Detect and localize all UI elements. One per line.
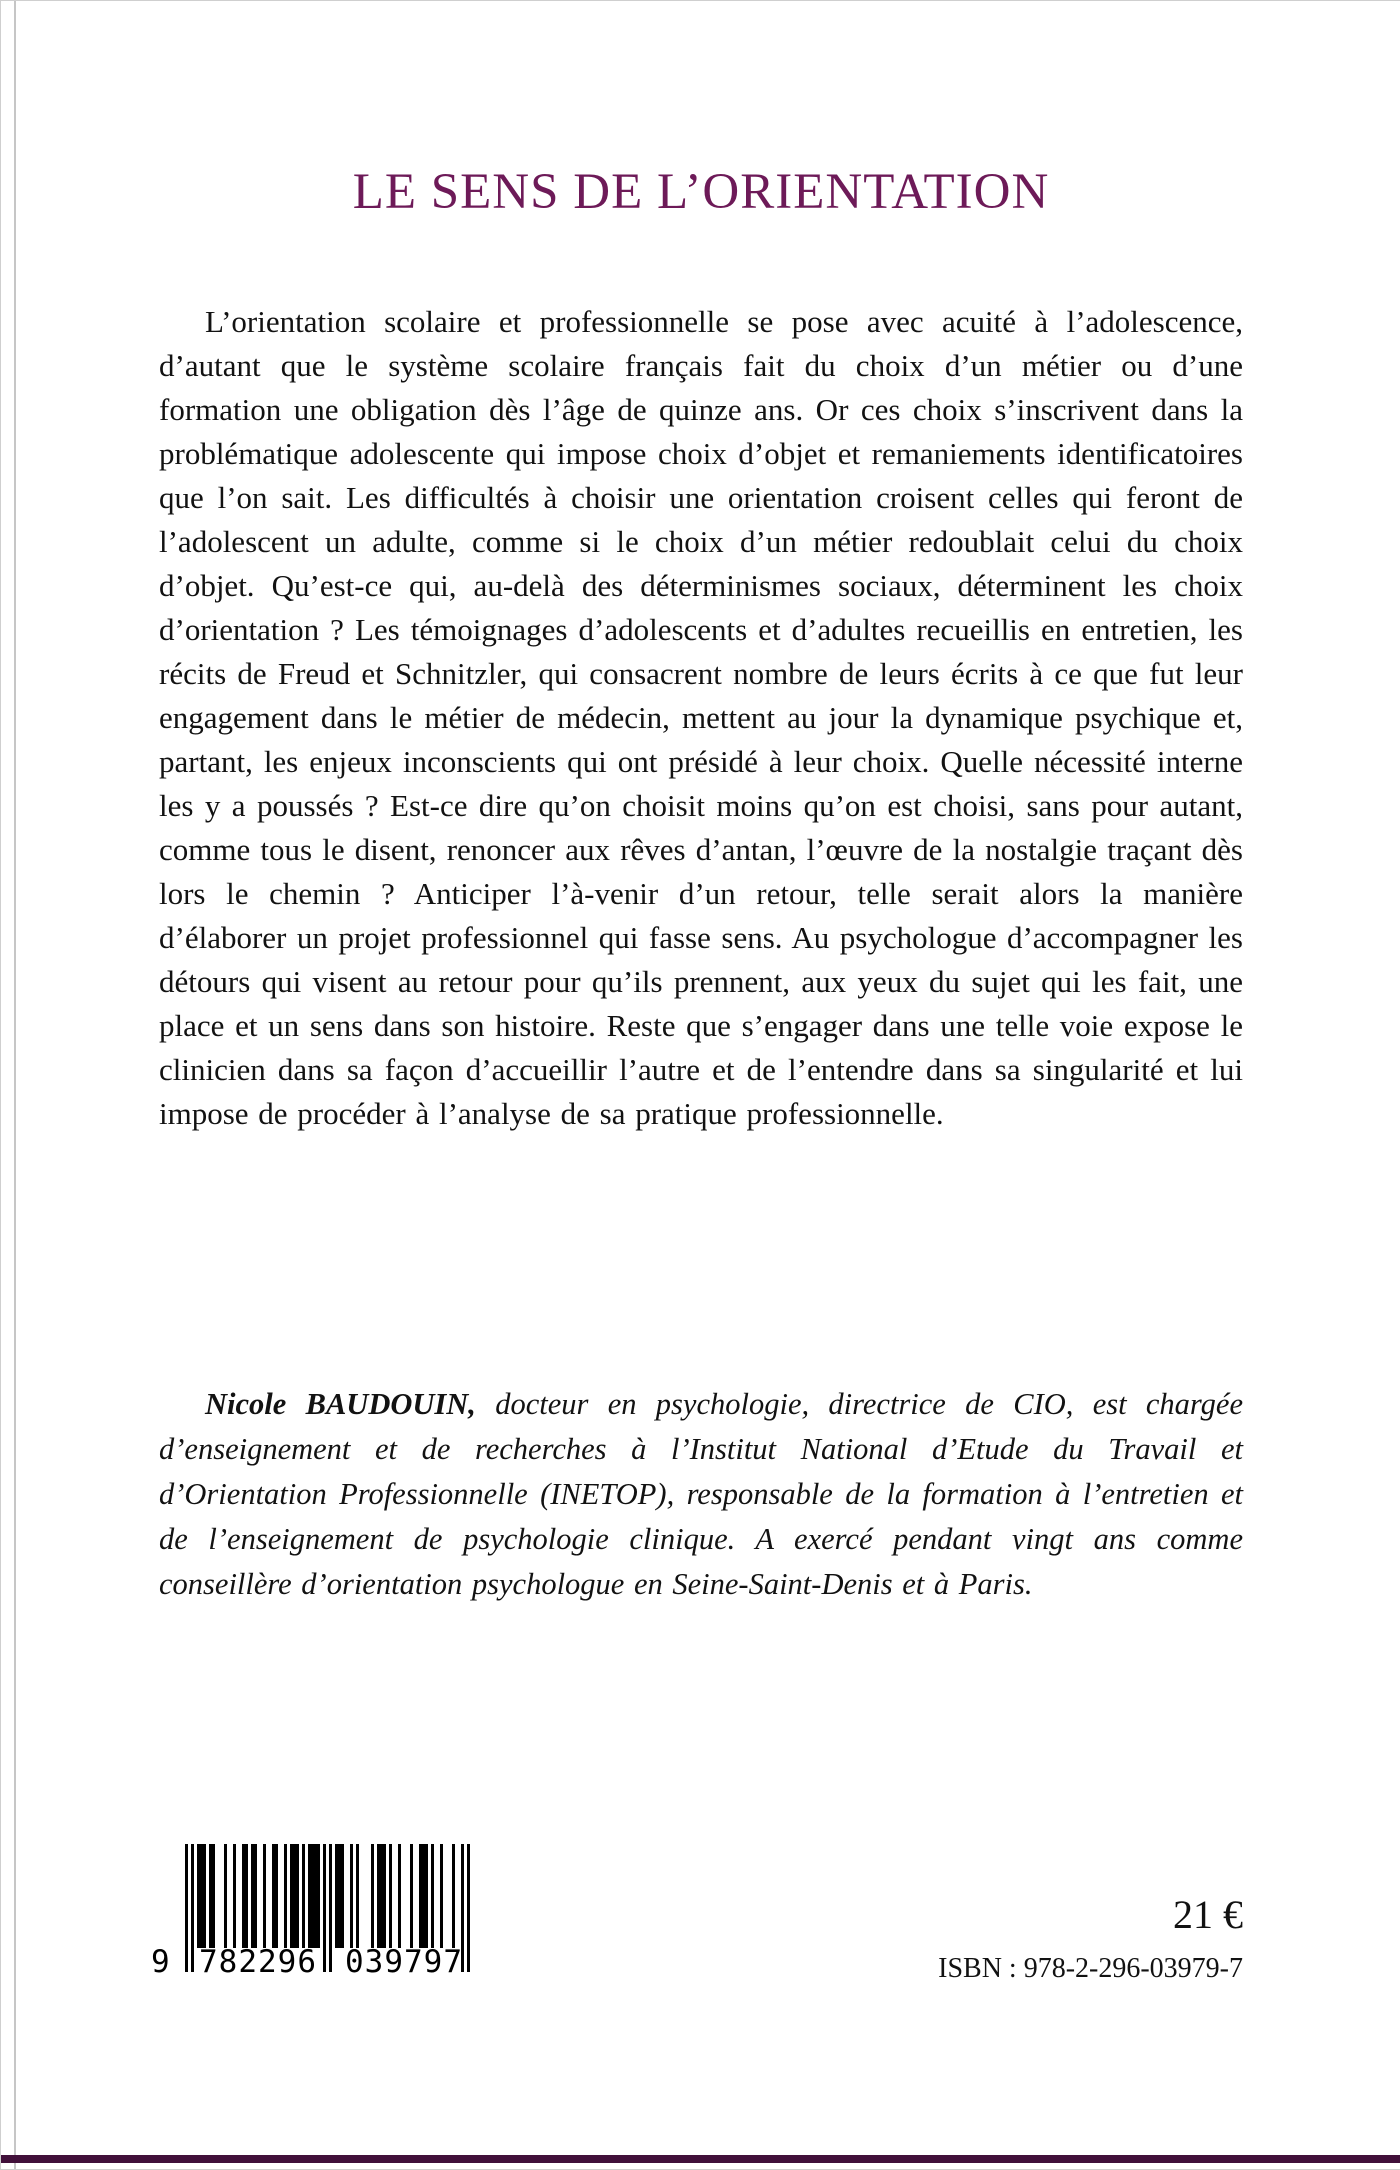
barcode-digits-right: 039797 [345,1944,463,1980]
author-bio [159,1382,1243,1607]
synopsis-text: L’orientation scolaire et professionnelle se pose avec acuité à l’adolescence, d’autant que le système scolaire français fait du choix d’un métier ou d’une formation une obligation dès l’âge de quinze ans. Or ces choix s’inscrivent dans la problématique adolescente qui impose choix d’objet et remaniements identificatoires que l’on sait. Les difficultés à choisir une orientation croisent celles qui feront de l’adolescent un adulte, comme si le choix d’un métier redoublait celui du choix d’objet. Qu’est-ce qui, au-delà des déterminismes sociaux, déterminent les choix d’orientation ? Les témoignages d’adolescents et d’adultes recueillis en entretien, les récits de Freud et Schnitzler, qui consacrent nombre de leurs écrits à ce que fut leur engagement dans le métier de médecin, mettent au jour la dynamique psychique et, partant, les enjeux inconscients qui ont présidé à leur choix. Quelle nécessité interne les y a poussés ? Est-ce dire qu’on choisit moins qu’on est choisi, sans pour autant, comme tous le disent, renoncer aux rêves d’antan, l’œuvre de la nostalgie traçant dès lors le chemin ? Anticiper l’à-venir d’un retour, telle serait alors la manière d’élaborer un projet professionnel qui fasse sens. Au psychologue d’accompagner les détours qui visent au retour pour qu’ils prennent, aux yeux du sujet qui les fait, une place et un sens dans son histoire. Reste que s’engager dans une telle voie expose le clinicien dans sa façon d’accueillir l’autre et de l’entendre dans sa singularité et lui impose de procéder à l’analyse de sa pratique professionnelle. [159,304,1243,1131]
page-edge-bottom [1,2155,1400,2163]
author-bio-text: docteur en psychologie, directrice de CIO, est chargée d’enseignement et de recherches à l’Institut National d’Etude du Travail et d’Orientation Professionnelle (INETOP), responsable de la formation à l’entretien et de l’enseignement de psychologie clinique. A exercé pendant vingt ans comme conseillère d’orientation psychologue en Seine-Saint-Denis et à Paris. [159,1386,1243,1601]
price: 21 € [1173,1892,1243,1937]
book-title: LE SENS DE L’ORIENTATION [352,164,1050,221]
isbn: ISBN : 978-2-296-03979-7 [938,1953,1243,1984]
author-name: Nicole BAUDOUIN, [205,1386,476,1421]
barcode-digit-first: 9 [151,1944,170,1980]
barcode-digits-left: 782296 [199,1944,317,1980]
page-edge-left [14,1,16,2169]
barcode [151,1844,531,1994]
